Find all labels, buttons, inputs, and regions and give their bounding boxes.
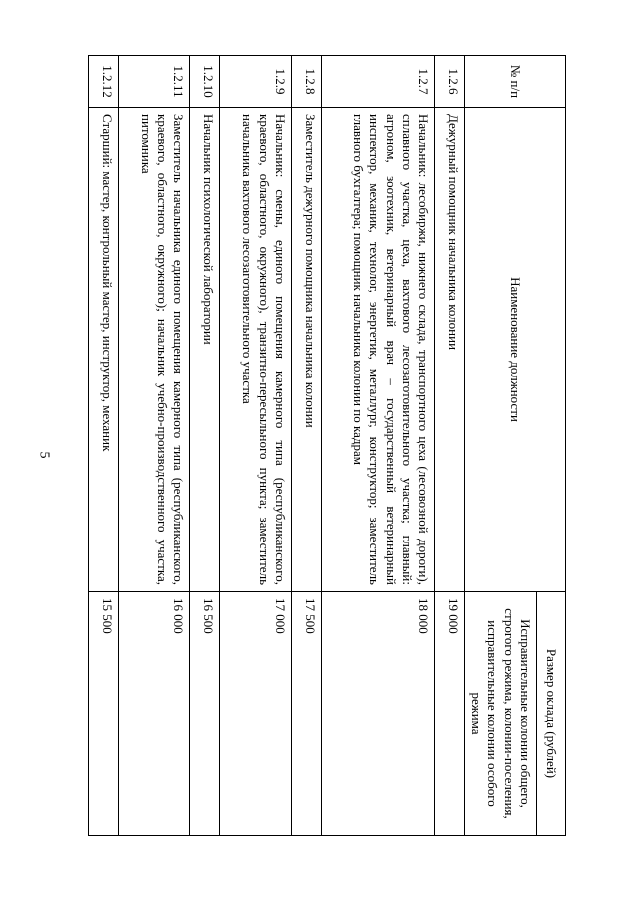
table-row [190,56,220,836]
row-salary: 16 000 [118,592,190,836]
row-number: 1.2.6 [435,56,465,108]
header-salary: Размер оклада (рублей) [537,592,566,836]
header-number: № п/п [465,56,566,108]
salary-table [88,55,566,836]
table-row [89,56,119,836]
row-position-name: Начальник: смены, единого помещения камерного типа (республиканского, краевого, областного, окружного), транзитно-пересыльного пункта; заместитель начальника вахтового лесозаготовительного участка [220,108,292,592]
table-row [435,56,465,836]
table-row [291,56,321,836]
row-salary: 17 000 [220,592,292,836]
row-salary: 18 000 [321,592,434,836]
row-number: 1.2.9 [220,56,292,108]
row-position-name: Начальник: лесобиржи, нижнего склада, транспортного цеха (лесовозной дороги), сплавного участка, цеха, вахтового лесозаготовительного участка; главный: агроном, зоотехник, ветеринарный врач – государственный ветеринарный инспектор, механик, технолог, энергетик, металлург, конструктор; заместитель главного бухгалтера; помощник начальника колонии по кадрам [321,108,434,592]
header-salary-sub: Исправительные колонии общего, строгого режима, колонии-поселения, исправительные колонии особого режима [465,592,537,836]
row-position-name: Начальник психологической лаборатории [190,108,220,592]
table-row [118,56,190,836]
row-salary: 15 500 [89,592,119,836]
row-position-name: Заместитель начальника единого помещения камерного типа (республиканского, краевого, областного, окружного); начальник учебно-производственного участка, питомника [118,108,190,592]
header-position-name: Наименование должности [465,108,566,592]
row-salary: 19 000 [435,592,465,836]
row-position-name: Старший: мастер, контрольный мастер, инструктор, механик [89,108,119,592]
row-number: 1.2.10 [190,56,220,108]
row-number: 1.2.7 [321,56,434,108]
table-row [321,56,434,836]
row-number: 1.2.8 [291,56,321,108]
row-position-name: Заместитель дежурного помощника начальника колонии [291,108,321,592]
salary-table-container [88,55,566,835]
row-salary: 16 500 [190,592,220,836]
row-salary: 17 500 [291,592,321,836]
row-position-name: Дежурный помощник начальника колонии [435,108,465,592]
page-number: 5 [36,451,52,459]
row-number: 1.2.12 [89,56,119,108]
table-row [220,56,292,836]
row-number: 1.2.11 [118,56,190,108]
